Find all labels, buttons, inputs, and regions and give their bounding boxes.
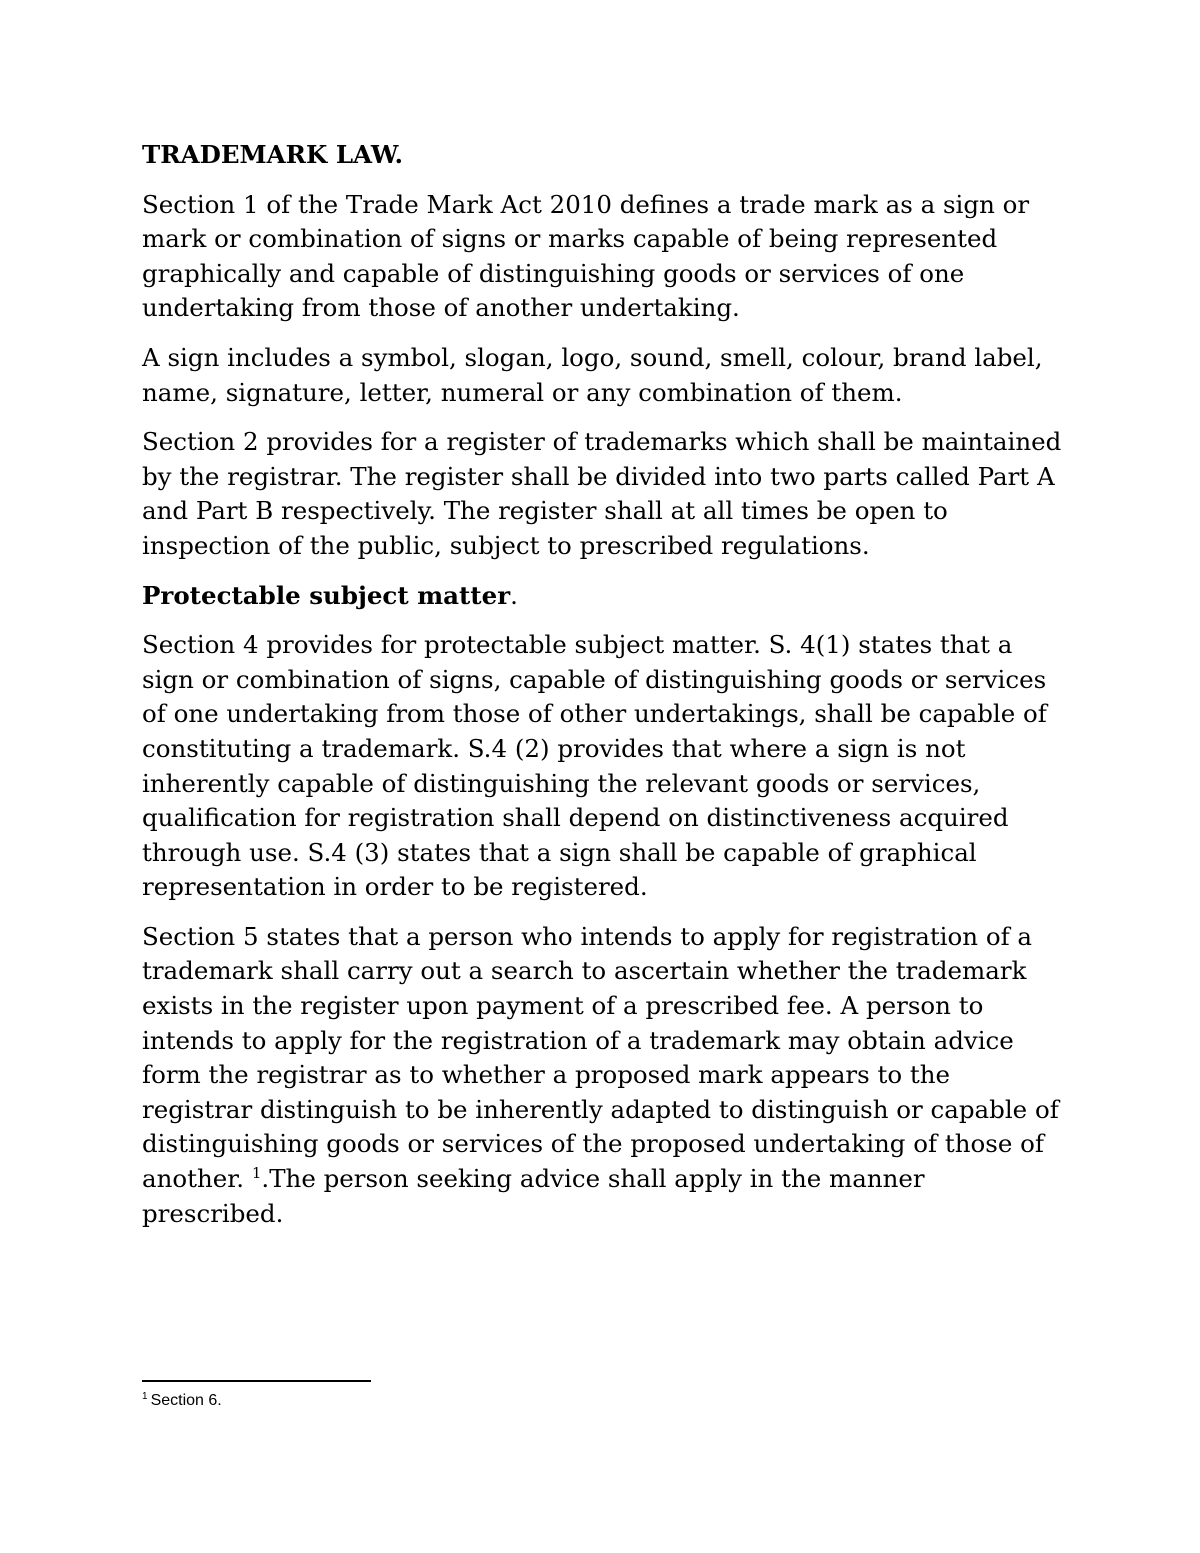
footnote xyxy=(142,1390,222,1412)
footnote-separator xyxy=(142,1380,371,1382)
paragraph-sign-definition: A sign includes a symbol, slogan, logo, sound, smell, colour, brand label, name, signature, letter, numeral or any combination of them. xyxy=(142,342,1043,407)
paragraph-section-5-text: Section 5 states that a person who intends to apply for registration of a trademark shall carry out a search to ascertain whether the trademark exists in the register upon payment of a prescribed fee. A person to intends to apply for the registration of a trademark may obtain advice form the registrar as to whether a proposed mark appears to the registrar distinguish to be inherently adapted to distinguish or capable of distinguishing goods or services of the proposed undertaking of those of another. xyxy=(142,921,1059,1194)
section-heading xyxy=(142,579,1067,614)
section-heading-text: Protectable subject matter xyxy=(142,580,511,610)
paragraph-section-5-tail: .The person seeking advice shall apply in the manner prescribed. xyxy=(142,1164,925,1228)
paragraph-section-2: Section 2 provides for a register of trademarks which shall be maintained by the registrar. The register shall be divided into two parts called Part A and Part B respectively. The register shall at all times be open to inspection of the public, subject to prescribed regulations. xyxy=(142,427,1062,560)
paragraph-section-1: Section 1 of the Trade Mark Act 2010 defines a trade mark as a sign or mark or combination of signs or marks capable of being represented graphically and capable of distinguishing goods or services of one undertaking from those of another undertaking. xyxy=(142,189,1030,323)
footnote-text: Section 6. xyxy=(150,1392,222,1409)
footnote-reference[interactable]: 1 xyxy=(251,1163,262,1182)
paragraph-section-4: Section 4 provides for protectable subject matter. S. 4(1) states that a sign or combination of signs, capable of distinguishing goods or services of one undertaking from those of other undertakings, shall be capable of constituting a trademark. S.4 (2) provides that where a sign is not inherently capable of distinguishing the relevant goods or services, qualification for registration shall depend on distinctiveness acquired through use. S.4 (3) states that a sign shall be capable of graphical representation in order to be registered. xyxy=(142,630,1047,902)
document-body xyxy=(142,138,1067,1246)
paragraph-section-5 xyxy=(142,920,1067,1231)
footnote-marker: 1 xyxy=(142,1390,148,1402)
document-title: TRADEMARK LAW. xyxy=(142,140,404,169)
section-heading-period: . xyxy=(510,580,518,610)
